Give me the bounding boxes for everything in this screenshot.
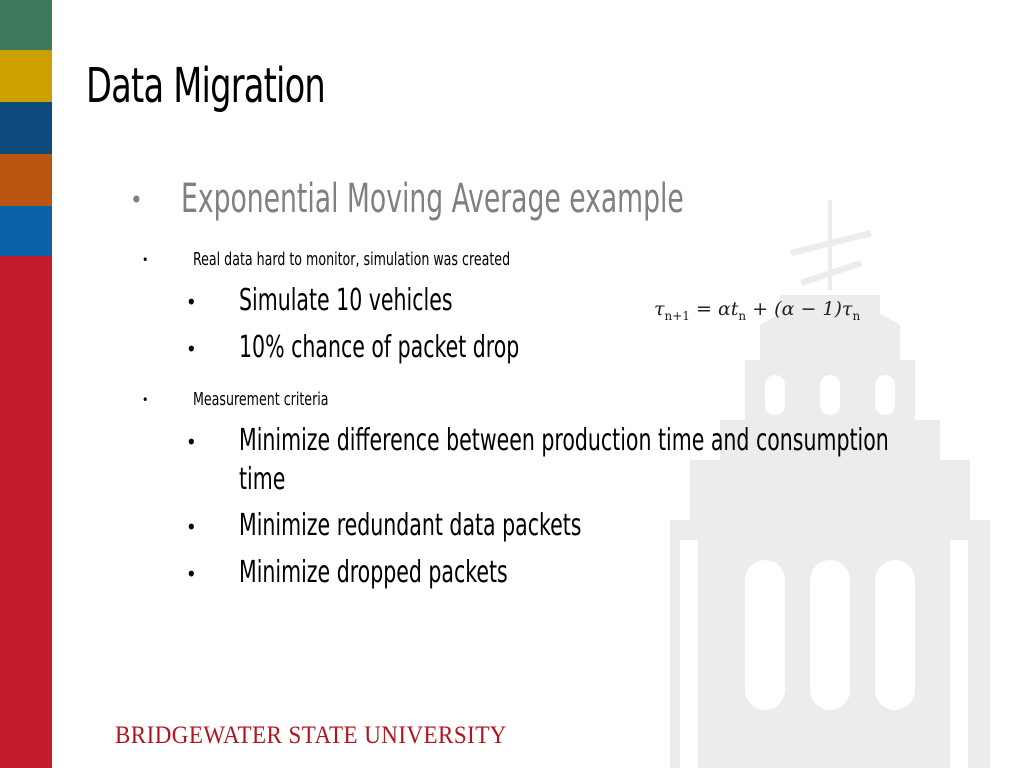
color-band-navy [0,102,52,154]
list-item-continuation: time [239,462,286,497]
bullet-marker: • [186,290,197,314]
color-band-red [0,256,52,768]
list-item: Minimize dropped packets [239,555,508,590]
main-bullet: Exponential Moving Average example [181,176,684,222]
bullet-marker: • [142,393,149,407]
footer-university-name: BRIDGEWATER STATE UNIVERSITY [115,722,507,749]
formula-equals: = [695,298,712,320]
slide-title: Data Migration [86,58,326,114]
formula-lhs: τ [654,298,665,320]
formula-term-2: (α − 1)τ [774,298,853,320]
formula-lhs-subscript: n+1 [664,308,690,323]
bullet-marker: • [186,515,197,539]
bullet-marker: • [186,562,197,586]
color-band-gold [0,50,52,102]
section-label: Measurement criteria [193,389,329,410]
list-item: Minimize redundant data packets [239,508,582,543]
color-band-green [0,0,52,50]
building-watermark-image [650,200,990,768]
ema-formula [654,298,860,323]
formula-term-1-subscript: n [738,308,747,323]
formula-term-1: αt [717,298,739,320]
formula-plus: + [752,298,769,320]
formula-term-2-subscript: n [852,308,861,323]
list-item: Simulate 10 vehicles [239,283,453,318]
bullet-marker: • [142,253,149,267]
color-band-orange [0,154,52,206]
bullet-marker: • [130,186,143,214]
bullet-marker: • [186,337,197,361]
color-band-blue [0,206,52,256]
bullet-marker: • [186,430,197,454]
list-item: 10% chance of packet drop [239,330,520,365]
list-item: Minimize difference between production time and consumption [239,423,889,458]
section-label: Real data hard to monitor, simulation was created [193,249,511,270]
